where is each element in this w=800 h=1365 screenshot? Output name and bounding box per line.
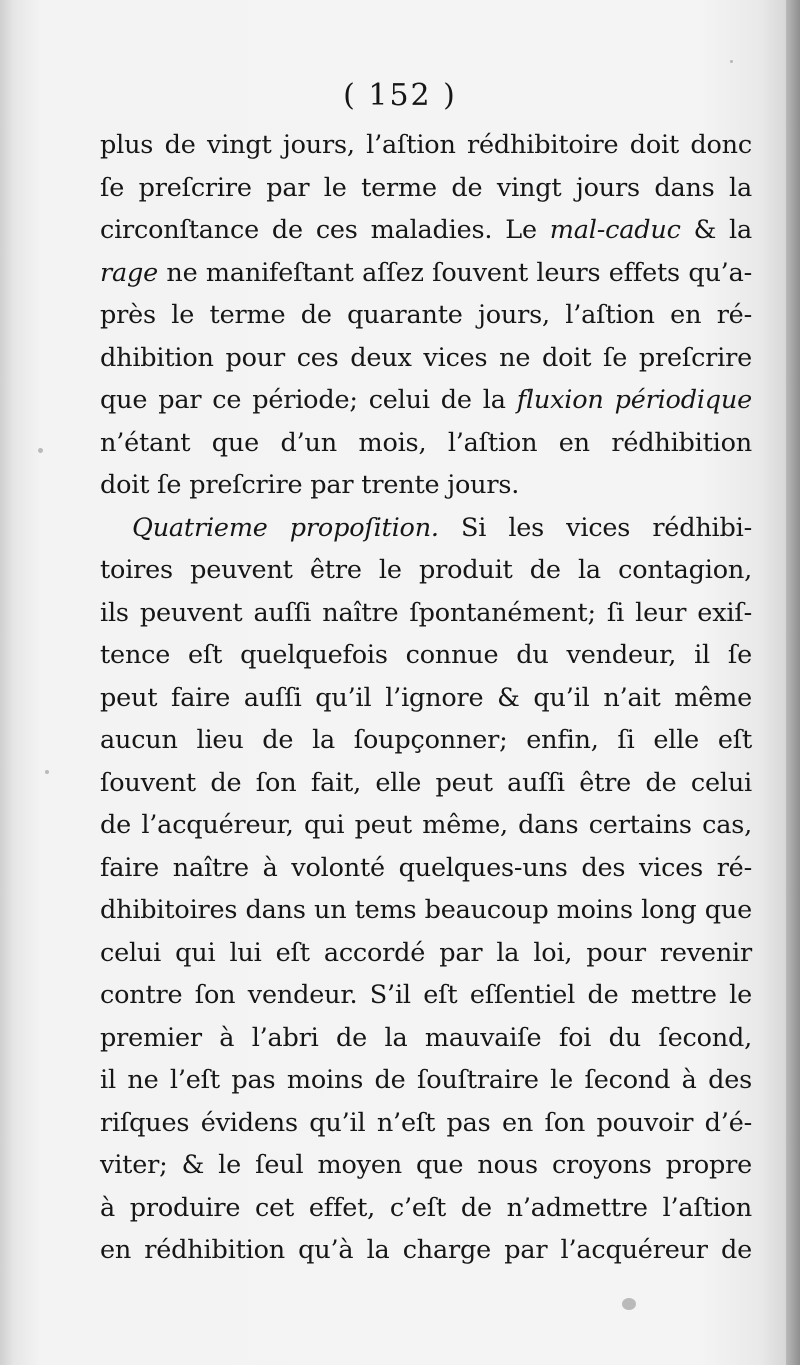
page-spine-shadow <box>786 0 800 1365</box>
text-line <box>100 1144 752 1187</box>
text-line <box>100 1229 752 1272</box>
text-line <box>100 422 752 465</box>
text-segment: ſouvent de ſon fait, elle peut auſſi être de celui <box>100 767 752 798</box>
text-segment: toires peuvent être le produit de la contagion, <box>100 555 752 585</box>
italic-text-segment: rage <box>100 257 159 288</box>
text-segment: peut faire auſſi qu’il l’ignore & qu’il n’ait même <box>100 682 752 713</box>
text-segment: tence eſt quelquefois connue du vendeur, il ſe <box>100 640 752 670</box>
text-segment: près le terme de quarante jours, l’aſtion en ré- <box>100 300 752 330</box>
text-segment: n’étant que d’un mois, l’aſtion en rédhibition <box>100 427 752 458</box>
text-line <box>100 209 752 252</box>
text-line <box>100 379 752 422</box>
text-line <box>100 252 752 295</box>
text-line <box>100 1102 752 1145</box>
text-line <box>100 507 752 550</box>
paper-speck <box>622 1298 636 1310</box>
text-line <box>100 1059 752 1102</box>
text-line <box>100 1187 752 1230</box>
text-segment: plus de vingt jours, l’aſtion rédhibitoire doit donc <box>100 130 752 160</box>
italic-text-segment: Quatrieme propoſition. <box>132 512 439 543</box>
text-line <box>100 592 752 635</box>
text-segment: dhibition pour ces deux vices ne doit ſe preſcrire <box>100 342 752 373</box>
text-segment: riſques évidens qu’il n’eſt pas en ſon pouvoir d’é- <box>100 1107 752 1138</box>
text-segment: viter; & le ſeul moyen que nous croyons propre <box>100 1150 752 1180</box>
text-line <box>100 804 752 847</box>
body-text <box>100 124 752 1272</box>
text-line <box>100 847 752 890</box>
text-line <box>100 677 752 720</box>
text-line <box>100 634 752 677</box>
paper-speck <box>45 770 49 774</box>
text-segment: circonſtance de ces maladies. Le <box>100 215 550 245</box>
text-segment: celui qui lui eſt accordé par la loi, pour revenir <box>100 937 752 968</box>
text-line <box>100 932 752 975</box>
text-line <box>100 294 752 337</box>
text-segment: & la <box>680 215 752 245</box>
text-segment: dhibitoires dans un tems beaucoup moins long que <box>100 895 752 925</box>
text-line <box>100 464 752 507</box>
italic-text-segment: mal-caduc <box>549 215 681 245</box>
text-line <box>100 762 752 805</box>
text-segment: ils peuvent auſſi naître ſpontanément; ſi leur exiſ- <box>100 597 752 628</box>
paper-speck <box>730 60 733 63</box>
text-line <box>100 974 752 1017</box>
italic-text-segment: fluxion périodique <box>516 385 753 415</box>
text-line <box>100 719 752 762</box>
page-number: ( 152 ) <box>343 78 457 113</box>
text-line <box>100 167 752 210</box>
text-segment: faire naître à volonté quelques-uns des vices ré- <box>100 852 752 883</box>
text-segment: aucun lieu de la ſoupçonner; enfin, ſi elle eſt <box>100 725 752 755</box>
text-segment: il ne l’eſt pas moins de ſouſtraire le ſecond à des <box>100 1065 752 1095</box>
text-segment: ſe preſcrire par le terme de vingt jours dans la <box>100 172 752 203</box>
text-segment: que par ce période; celui de la <box>100 385 517 415</box>
paper-speck <box>38 448 43 453</box>
text-line <box>100 549 752 592</box>
text-segment: Si les vices rédhibi- <box>438 512 752 543</box>
text-segment: à produire cet effet, c’eſt de n’admettre l’aſtion <box>100 1192 752 1223</box>
text-segment: doit ſe preſcrire par trente jours. <box>100 470 520 500</box>
text-line <box>100 124 752 167</box>
text-segment: contre ſon vendeur. S’il eſt eſſentiel de mettre le <box>100 980 752 1010</box>
text-segment: ne manifeſtant aſſez ſouvent leurs effets qu’a- <box>158 257 752 288</box>
text-segment: de l’acquéreur, qui peut même, dans certains cas, <box>100 810 752 840</box>
text-line <box>100 337 752 380</box>
text-segment: premier à l’abri de la mauvaiſe foi du ſecond, <box>100 1022 752 1053</box>
text-line <box>100 889 752 932</box>
text-segment: en rédhibition qu’à la charge par l’acquéreur de <box>100 1235 752 1265</box>
text-line <box>100 1017 752 1060</box>
